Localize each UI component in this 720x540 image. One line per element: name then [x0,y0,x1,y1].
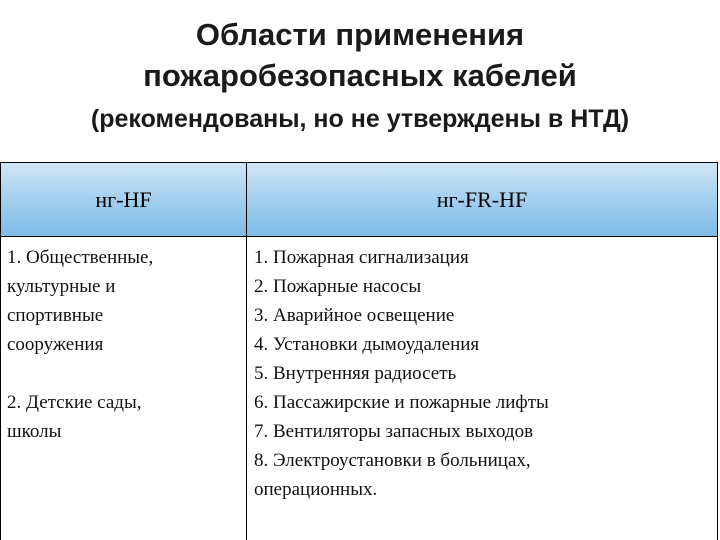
right-item-line: 3. Аварийное освещение [254,305,455,326]
right-item-line: 4. Установки дымоудаления [254,334,480,355]
left-item-line: 1. Общественные, [7,247,154,268]
title-line-1: Области применения [195,17,525,52]
right-item-line: 1. Пожарная сигнализация [254,247,469,268]
left-item-line: школы [7,421,62,442]
cell-ng-fr-hf-applications [254,243,714,504]
title-line-2: пожаробезопасных кабелей [143,58,577,93]
left-item-line: сооружения [7,334,104,355]
header-ng-fr-hf: нг-FR-HF [436,187,528,212]
right-item-line: 2. Пожарные насосы [254,276,422,297]
slide-subtitle: (рекомендованы, но не утверждены в НТД) [90,105,630,133]
left-item-line: 2. Детские сады, [7,392,142,413]
right-item-line: 8. Электроустановки в больницах, [254,450,531,471]
right-item-line: операционных. [254,479,378,500]
applications-table [0,162,718,540]
left-item-line: спортивные [7,305,104,326]
spacer [7,359,243,388]
right-item-line: 5. Внутренняя радиосеть [254,363,457,384]
slide-title [0,14,720,96]
left-item-line: культурные и [7,276,116,297]
right-item-line: 7. Вентиляторы запасных выходов [254,421,534,442]
cell-ng-hf-applications [7,243,243,446]
right-item-line: 6. Пассажирские и пожарные лифты [254,392,549,413]
header-ng-hf: нг-HF [95,187,152,212]
